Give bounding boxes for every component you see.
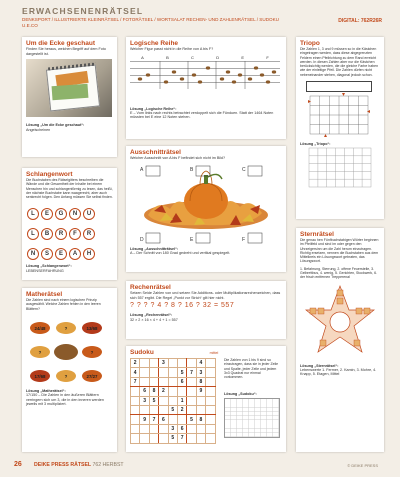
sudoku-cell[interactable] <box>187 424 196 433</box>
ausschnitt-text: Welcher Ausschnitt von A bis F befindet sich nicht im Bild? <box>130 156 226 160</box>
stern-clues: 1. Befahrung, Sterrung, 2. offene Feuerstelle, 3. Gelbrettbus, 4. wenig, 5. Gerichten, Stockwerk, 6. der frisch entfernen Trepperenal <box>300 266 378 280</box>
sudoku-cell[interactable]: 1 <box>177 396 186 405</box>
logische-letter-f: F <box>266 54 269 60</box>
sudoku-cell[interactable] <box>131 424 140 433</box>
letter-circle: N <box>69 208 81 220</box>
letter-circle: L <box>27 228 39 240</box>
ecke-photo <box>26 59 112 117</box>
schlangenwort-grid <box>26 202 113 260</box>
leaf-value: 27/27 <box>86 373 98 379</box>
ausschnitt-solution-label: Lösung „Ausschnitträtsel“: <box>130 246 179 251</box>
sudoku-title-text: Sudoku <box>130 349 154 356</box>
sudoku-cell[interactable]: 7 <box>187 368 196 377</box>
sudoku-cell[interactable]: 9 <box>196 387 205 396</box>
sudoku-cell[interactable] <box>187 434 196 443</box>
sudoku-cell[interactable]: 4 <box>131 368 140 377</box>
sudoku-row <box>131 377 216 386</box>
pumpkin-illustration <box>130 163 282 245</box>
sudoku-cell[interactable] <box>187 359 196 368</box>
sudoku-cell[interactable]: 6 <box>177 377 186 386</box>
sudoku-cell[interactable]: 5 <box>168 434 177 443</box>
sudoku-cell[interactable] <box>206 434 215 443</box>
letter-circle: U <box>83 208 95 220</box>
footer-issue: 762 HERBST <box>92 462 124 468</box>
sudoku-cell[interactable] <box>149 377 158 386</box>
triopo-solution-label: Lösung „Triopo“: <box>300 142 331 147</box>
triopo-board <box>306 92 372 138</box>
sudoku-cell[interactable]: 6 <box>140 387 149 396</box>
footer-brand <box>34 462 124 468</box>
leaf-puzzle <box>26 314 112 386</box>
matherat-text: Die Zahlen sind nach einem logischen Prinzip ausgewählt. Welche Zahlen fehlen in den leeren Blättern? <box>26 298 101 311</box>
triopo-solution <box>300 142 380 146</box>
sudoku-cell[interactable] <box>131 434 140 443</box>
sudoku-cell[interactable]: 3 <box>140 396 149 405</box>
schlangenwort-text: Die Buchstaben des Rätselgitters beschreiben die Wände und die Gesamtheit der Inhalte bei einem Menschen hin und schlangenförmig zu lesen, das heißt, der nächste Buchstabe kann waagerecht, aber auch senkrecht folgen. Den Anfang müssen Sie selbst finden. <box>26 178 113 200</box>
sudoku-cell[interactable] <box>159 434 168 443</box>
logische-solution <box>130 107 282 120</box>
digital-code: DIGITAL: 762R26R <box>338 18 382 24</box>
matherat-solution-value: 17/150 – Die Zahlen in den äußeren Blättern verringern sich um 3, die in den inneren werden jeweils mit 3 multipliziert. <box>26 393 104 407</box>
page-title: ERWACHSENENRÄTSEL <box>22 6 144 16</box>
sudoku-cell[interactable] <box>206 368 215 377</box>
letter-circle: N <box>27 248 39 260</box>
sudoku-cell[interactable] <box>206 405 215 414</box>
sudoku-cell[interactable] <box>206 396 215 405</box>
rechen-text: Setzen Seide Zahlen von und setzen Sie Additions- oder Multiplikationsrechenzeichen, dass sich 557 ergibt. Die Regel „Punkt vor Strich“ gilt hier nicht. <box>130 291 281 300</box>
triopo-grid <box>306 81 372 138</box>
letter-circle: L <box>27 208 39 220</box>
ausschnitt-solution-value: A – Der Schnitt von 180 Grad gedreht und vertikal gespiegelt. <box>130 251 231 255</box>
sudoku-cell[interactable] <box>149 359 158 368</box>
sudoku-cell[interactable] <box>187 396 196 405</box>
triopo-text: Die Zahlen 1, 3 und 9 müssen so in die Kästchen eingetragen werden, dass diese abgegrenzten Feldern einen Pfeilrichtung zu dem Rand erreicht werden. In diesen Zahlen aber nur die Kästchen berücksichtig werden, die die gleiche Farbe haben wie der einleitige Pfeil. Die Zahlen dürfen nicht nebeneinander stehen, diagonal jedoch schon. <box>300 47 379 77</box>
sudoku-cell[interactable] <box>206 377 215 386</box>
sudoku-row <box>131 359 216 368</box>
sudoku-cell[interactable]: 2 <box>131 359 140 368</box>
sudoku-cell[interactable] <box>131 396 140 405</box>
logische-text: Welcher Figur passt nicht in die Reihe von A bis F? <box>130 47 214 51</box>
sudoku-cell[interactable] <box>206 424 215 433</box>
sudoku-solution-label: Lösung „Sudoku“: <box>224 392 257 396</box>
sudoku-cell[interactable] <box>159 405 168 414</box>
sudoku-solution <box>224 392 257 396</box>
sudoku-cell[interactable] <box>196 396 205 405</box>
ecke-card <box>22 37 117 157</box>
sudoku-cell[interactable] <box>159 377 168 386</box>
sudoku-row <box>131 396 216 405</box>
sudoku-cell[interactable] <box>206 359 215 368</box>
sudoku-row <box>131 368 216 377</box>
ausschnitt-solution <box>130 247 282 256</box>
sudoku-cell[interactable] <box>149 424 158 433</box>
sudoku-cell[interactable] <box>187 377 196 386</box>
sudoku-cell[interactable]: 3 <box>159 359 168 368</box>
schlangenwort-solution-label: Lösung „Schlangenwort“: <box>26 264 72 269</box>
logische-letter-c: C <box>191 54 194 60</box>
letter-circle: B <box>41 228 53 240</box>
logische-letter-d: D <box>216 54 220 60</box>
sudoku-cell[interactable]: 8 <box>196 377 205 386</box>
ausschnitt-letter-e: E <box>190 236 194 243</box>
sudoku-cell[interactable]: 6 <box>159 415 168 424</box>
sudoku-cell[interactable] <box>187 405 196 414</box>
sudoku-cell[interactable] <box>159 396 168 405</box>
ecke-title: Um die Ecke geschaut <box>26 40 95 47</box>
sudoku-cell[interactable]: 9 <box>140 415 149 424</box>
schlangenwort-solution-value: LEBENSERFAHRUNG <box>26 268 64 273</box>
sudoku-cell[interactable]: 7 <box>131 377 140 386</box>
sudoku-cell[interactable]: 5 <box>187 415 196 424</box>
sudoku-cell[interactable]: 5 <box>149 396 158 405</box>
logische-letter-a: A <box>141 54 144 60</box>
sudoku-cell[interactable]: 7 <box>149 415 158 424</box>
sudoku-cell[interactable] <box>149 405 158 414</box>
ausschnitt-letter-f: F <box>242 236 246 243</box>
sudoku-row <box>131 405 216 414</box>
ausschnitt-letter-a: A <box>140 166 144 173</box>
triopo-card <box>296 37 384 219</box>
stern-solution <box>300 364 380 377</box>
sudoku-card <box>126 346 286 452</box>
rechen-solution <box>130 313 282 322</box>
music-staff <box>130 55 282 99</box>
sudoku-cell[interactable] <box>187 387 196 396</box>
star-puzzle <box>300 283 380 361</box>
sudoku-cell[interactable] <box>140 359 149 368</box>
ausschnitt-title: Ausschnitträtsel <box>130 149 181 156</box>
letter-circle: E <box>55 248 67 260</box>
leaf-value: 13/68 <box>86 325 98 331</box>
stern-card <box>296 228 384 452</box>
sudoku-cell[interactable]: 2 <box>177 405 186 414</box>
ausschnitt-letter-c: C <box>242 166 246 173</box>
sudoku-text: Die Zahlen von 1 bis 9 sind so einzutragen, dass sie in jeder Zeile und Spalte, jeder Zeile und jedem 3x3 Quadrat nur einmal vorkommen. <box>224 358 279 380</box>
sudoku-cell[interactable] <box>206 387 215 396</box>
ecke-solution-value: Angelscheinen <box>26 127 51 132</box>
logische-solution-label: Lösung „Logische Reihe“: <box>130 106 177 111</box>
sudoku-title <box>130 349 282 356</box>
matherat-solution-label: Lösung „Matherätsel“: <box>26 388 66 393</box>
sudoku-cell[interactable] <box>149 434 158 443</box>
ausschnitt-letter-b: B <box>190 166 194 173</box>
letter-circle: H <box>83 248 95 260</box>
sudoku-cell[interactable] <box>177 415 186 424</box>
rechen-card <box>126 281 286 339</box>
ausschnitt-card <box>126 146 286 272</box>
matherat-solution <box>26 389 113 407</box>
sudoku-row <box>131 387 216 396</box>
sudoku-cell[interactable] <box>196 434 205 443</box>
rechen-title: Rechenrätsel <box>130 284 171 291</box>
sudoku-cell[interactable] <box>149 368 158 377</box>
logische-solution-value: E – Vom links nach rechts betrachtet verdoppelt sich die Fünduen. Statt der 1464 Noten müssten bei E eine 12 Noten stehen. <box>130 111 274 120</box>
letter-circle: G <box>55 208 67 220</box>
sudoku-cell[interactable] <box>177 387 186 396</box>
letter-circle: S <box>41 248 53 260</box>
logische-title: Logische Reihe <box>130 40 179 47</box>
music-notes <box>130 55 280 99</box>
sudoku-cell[interactable] <box>140 368 149 377</box>
sudoku-cell[interactable] <box>140 405 149 414</box>
sudoku-cell[interactable]: 6 <box>177 424 186 433</box>
sudoku-cell[interactable] <box>131 415 140 424</box>
sudoku-cell[interactable] <box>131 387 140 396</box>
page-number: 26 <box>14 461 22 468</box>
sudoku-level: mittel <box>209 351 219 355</box>
page-subtitle: DENKSPORT / ILLUSTRIERTE KLEINRÄTSEL / FOTORÄTSEL / WORTSALAT RECHEN- UND ZAHLENRÄTSEL / SUDOKU U.E.CO <box>22 17 279 28</box>
stern-text: Die genau hen Fünfbuchstabigen Wörter beginnen im Pfeilfeld und sind im oder gegen den Uhrzeigersinn um die Zahl herum einzutragen. Richtig ersetzen, nennen die Buchstaben aus dem Mittelkreis ein Lösungswort gebraten, das Lösungswort. <box>300 238 379 264</box>
sudoku-cell[interactable] <box>140 424 149 433</box>
sudoku-cell[interactable] <box>177 359 186 368</box>
sudoku-row <box>131 434 216 443</box>
matherat-card <box>22 288 117 452</box>
page-header <box>22 6 382 28</box>
sudoku-cell[interactable] <box>196 424 205 433</box>
sudoku-row <box>131 415 216 424</box>
matherat-title: Matherätsel <box>26 291 63 298</box>
sudoku-cell[interactable] <box>131 405 140 414</box>
sudoku-cell[interactable] <box>168 377 177 386</box>
sudoku-cell[interactable]: 3 <box>168 424 177 433</box>
triopo-solution-grid <box>308 147 374 189</box>
sudoku-cell[interactable] <box>168 359 177 368</box>
ausschnitt-letter-d: D <box>140 236 144 243</box>
letter-circle: A <box>69 248 81 260</box>
sudoku-row <box>131 424 216 433</box>
ecke-solution <box>26 123 113 132</box>
leaf-value: ? <box>64 325 68 331</box>
sudoku-cell[interactable] <box>159 368 168 377</box>
stern-solution-value: Lebenswerte 1. Fermer, 2. Kamin, 3. Mohre, 4. Knapp, 5. Etagen, Mittel <box>300 368 377 377</box>
leaf-value: ? <box>90 349 94 355</box>
sudoku-grid <box>130 358 216 444</box>
sudoku-cell[interactable] <box>168 415 177 424</box>
sudoku-cell[interactable] <box>168 368 177 377</box>
schlangenwort-title: Schlangenwort <box>26 171 73 178</box>
letter-circle: F <box>69 228 81 240</box>
leaf-value: ? <box>38 349 42 355</box>
leaf-value: ? <box>64 373 68 379</box>
rechen-equation: ? ? ? ? 4 ? 8 ? 16 ? 32 = 557 <box>130 302 235 310</box>
sudoku-cell[interactable]: 5 <box>177 368 186 377</box>
letter-circle: E <box>41 208 53 220</box>
rechen-solution-label: Lösung „Rechenrätsel“: <box>130 313 173 318</box>
sudoku-cell[interactable]: 5 <box>168 405 177 414</box>
rechen-solution-value: 32 × 2 × 16 × 4 + 4 + 1 = 557 <box>130 317 178 322</box>
sudoku-cell[interactable] <box>140 434 149 443</box>
sudoku-cell[interactable] <box>206 415 215 424</box>
sudoku-cell[interactable]: 3 <box>196 368 205 377</box>
letter-circle: R <box>55 228 67 240</box>
ecke-solution-label: Lösung „Um die Ecke geschaut“: <box>26 123 85 128</box>
stern-title: Sternrätsel <box>300 231 334 238</box>
triopo-title: Triopo <box>300 40 320 47</box>
sudoku-cell[interactable]: 7 <box>177 434 186 443</box>
sudoku-cell[interactable]: 4 <box>196 359 205 368</box>
sudoku-solution-grid <box>224 398 280 438</box>
leaf-value: 17/68 <box>34 373 46 379</box>
sudoku-cell[interactable] <box>168 396 177 405</box>
sudoku-cell[interactable] <box>140 377 149 386</box>
logische-letter-b: B <box>166 54 169 60</box>
sudoku-cell[interactable] <box>159 424 168 433</box>
letter-circle: R <box>83 228 95 240</box>
sudoku-cell[interactable] <box>196 405 205 414</box>
footer-copyright: © DEIKE PRESS <box>347 463 378 468</box>
leaf-value: 24/48 <box>34 325 46 331</box>
schlangenwort-solution <box>26 264 113 273</box>
page-footer <box>0 455 400 477</box>
logische-card <box>126 37 286 139</box>
logische-letter-e: E <box>241 54 245 60</box>
ecke-text: Finden Sie heraus, welchen Begriff auf dem Foto dargestellt ist. <box>26 47 106 56</box>
stern-solution-label: Lösung „Sternrätsel“: <box>300 363 339 368</box>
footer-brand-name: DEIKE PRESS RÄTSEL <box>34 462 91 468</box>
sudoku-cell[interactable]: 8 <box>196 415 205 424</box>
sudoku-cell[interactable]: 2 <box>159 387 168 396</box>
sudoku-cell[interactable] <box>168 387 177 396</box>
sudoku-cell[interactable]: 8 <box>149 387 158 396</box>
schlangenwort-card <box>22 168 117 280</box>
